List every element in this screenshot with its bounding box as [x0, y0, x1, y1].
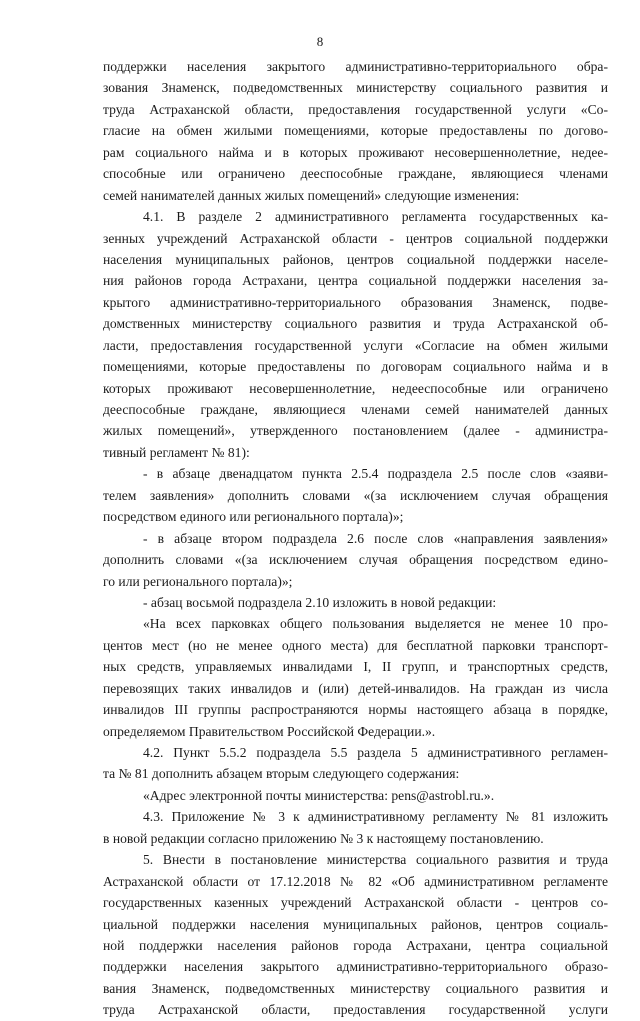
text-line: та № 81 дополнить абзацем вторым следующего содержания: — [103, 766, 460, 782]
text-line: перевозящих таких инвалидов и (или) детей-инвалидов. На граждан из числа — [103, 680, 608, 696]
text-line: труда Астраханской области, предоставления государственной услуги — [103, 1002, 608, 1018]
text-line: поддержки населения закрытого административно-территориального образо- — [103, 959, 608, 975]
text-line: тивный регламент № 81): — [103, 444, 250, 460]
text-line: - в абзаце двенадцатом пункта 2.5.4 подраздела 2.5 после слов «заяви- — [143, 466, 608, 482]
text-line: населения муниципальных районов, центров социальной поддержки населе- — [103, 251, 608, 267]
text-line: «На всех парковках общего пользования выделяется не менее 10 про- — [143, 616, 608, 632]
text-line: центов мест (но не менее одного места) для бесплатной парковки транспорт- — [103, 637, 608, 653]
text-line: ласти, предоставления государственной услуги «Согласие на обмен жилыми — [103, 337, 608, 353]
text-line: семей нанимателей данных жилых помещений» следующие изменения: — [103, 187, 520, 203]
text-line: которых проживают несовершеннолетние, недееспособные или ограничено — [103, 380, 608, 396]
text-line: способные или ограничено дееспособные граждане, являющиеся членами — [103, 166, 608, 182]
text-line: - в абзаце втором подраздела 2.6 после слов «направления заявления» — [143, 530, 608, 546]
text-line: зования Знаменск, подведомственных министерству социального развития и — [103, 80, 608, 96]
document-body — [103, 56, 608, 1021]
text-line: домственных министерству социального развития и труда Астраханской об- — [103, 316, 608, 332]
text-line: ния районов города Астрахани, центра социальной поддержки населения за- — [103, 273, 608, 289]
text-line: телем заявления» дополнить словами «(за исключением случая обращения — [103, 487, 608, 503]
text-line: - абзац восьмой подраздела 2.10 изложить в новой редакции: — [143, 594, 497, 610]
text-line: инвалидов III группы распространяются нормы настоящего абзаца в порядке, — [103, 702, 608, 718]
text-line: 4.3. Приложение № 3 к административному регламенту № 81 изложить — [143, 809, 608, 825]
text-line: го или регионального портала)»; — [103, 573, 293, 589]
text-line: дополнить словами «(за исключением случая обращения посредством едино- — [103, 552, 608, 568]
text-line: труда Астраханской области, предоставления государственной услуги «Со- — [103, 101, 608, 117]
text-line: помещениями, которые предоставлены по договорам социального найма и в — [103, 359, 608, 375]
text-line: в новой редакции согласно приложению № 3 к настоящему постановлению. — [103, 830, 544, 846]
text-line: 5. Внести в постановление министерства социального развития и труда — [143, 852, 608, 868]
text-line: 4.2. Пункт 5.5.2 подраздела 5.5 раздела 5 административного регламен- — [143, 745, 608, 760]
text-line: поддержки населения закрытого административно-территориального обра- — [103, 59, 608, 74]
text-line: вания Знаменск, подведомственных министерству социального развития и — [103, 980, 608, 996]
text-line: ных средств, управляемых инвалидами I, II групп, и транспортных средств, — [103, 659, 608, 675]
text-line: ной поддержки населения районов города Астрахани, центра социальной — [103, 937, 608, 953]
text-line: рам социального найма и в которых проживают несовершеннолетние, недее- — [103, 144, 608, 160]
text-line: зенных учреждений Астраханской области - центров социальной поддержки — [103, 230, 608, 246]
text-line: «Адрес электронной почты министерства: pens@astrobl.ru.». — [143, 787, 495, 803]
text-line: определяемом Правительством Российской Федерации.». — [103, 723, 436, 739]
text-line: Астраханской области от 17.12.2018 № 82 «Об административном регламенте — [103, 873, 608, 889]
text-line: циальной поддержки населения муниципальных районов, центров социаль- — [103, 916, 608, 932]
text-line: государственных казенных учреждений Астраханской области - центров со- — [103, 895, 608, 911]
text-line: жилых помещений», утвержденного постановлением (далее - администра- — [103, 423, 608, 439]
text-line: гласие на обмен жилыми помещениями, которые предоставлены по догово- — [103, 123, 608, 139]
text-line: посредством единого или регионального портала)»; — [103, 509, 404, 525]
text-line: дееспособные граждане, являющиеся членами семей нанимателей данных — [103, 402, 608, 417]
text-line: крытого административно-территориального образования Знаменск, подве- — [103, 294, 608, 310]
text-line: 4.1. В разделе 2 административного регламента государственных ка- — [143, 209, 608, 225]
page-number: 8 — [316, 34, 324, 49]
